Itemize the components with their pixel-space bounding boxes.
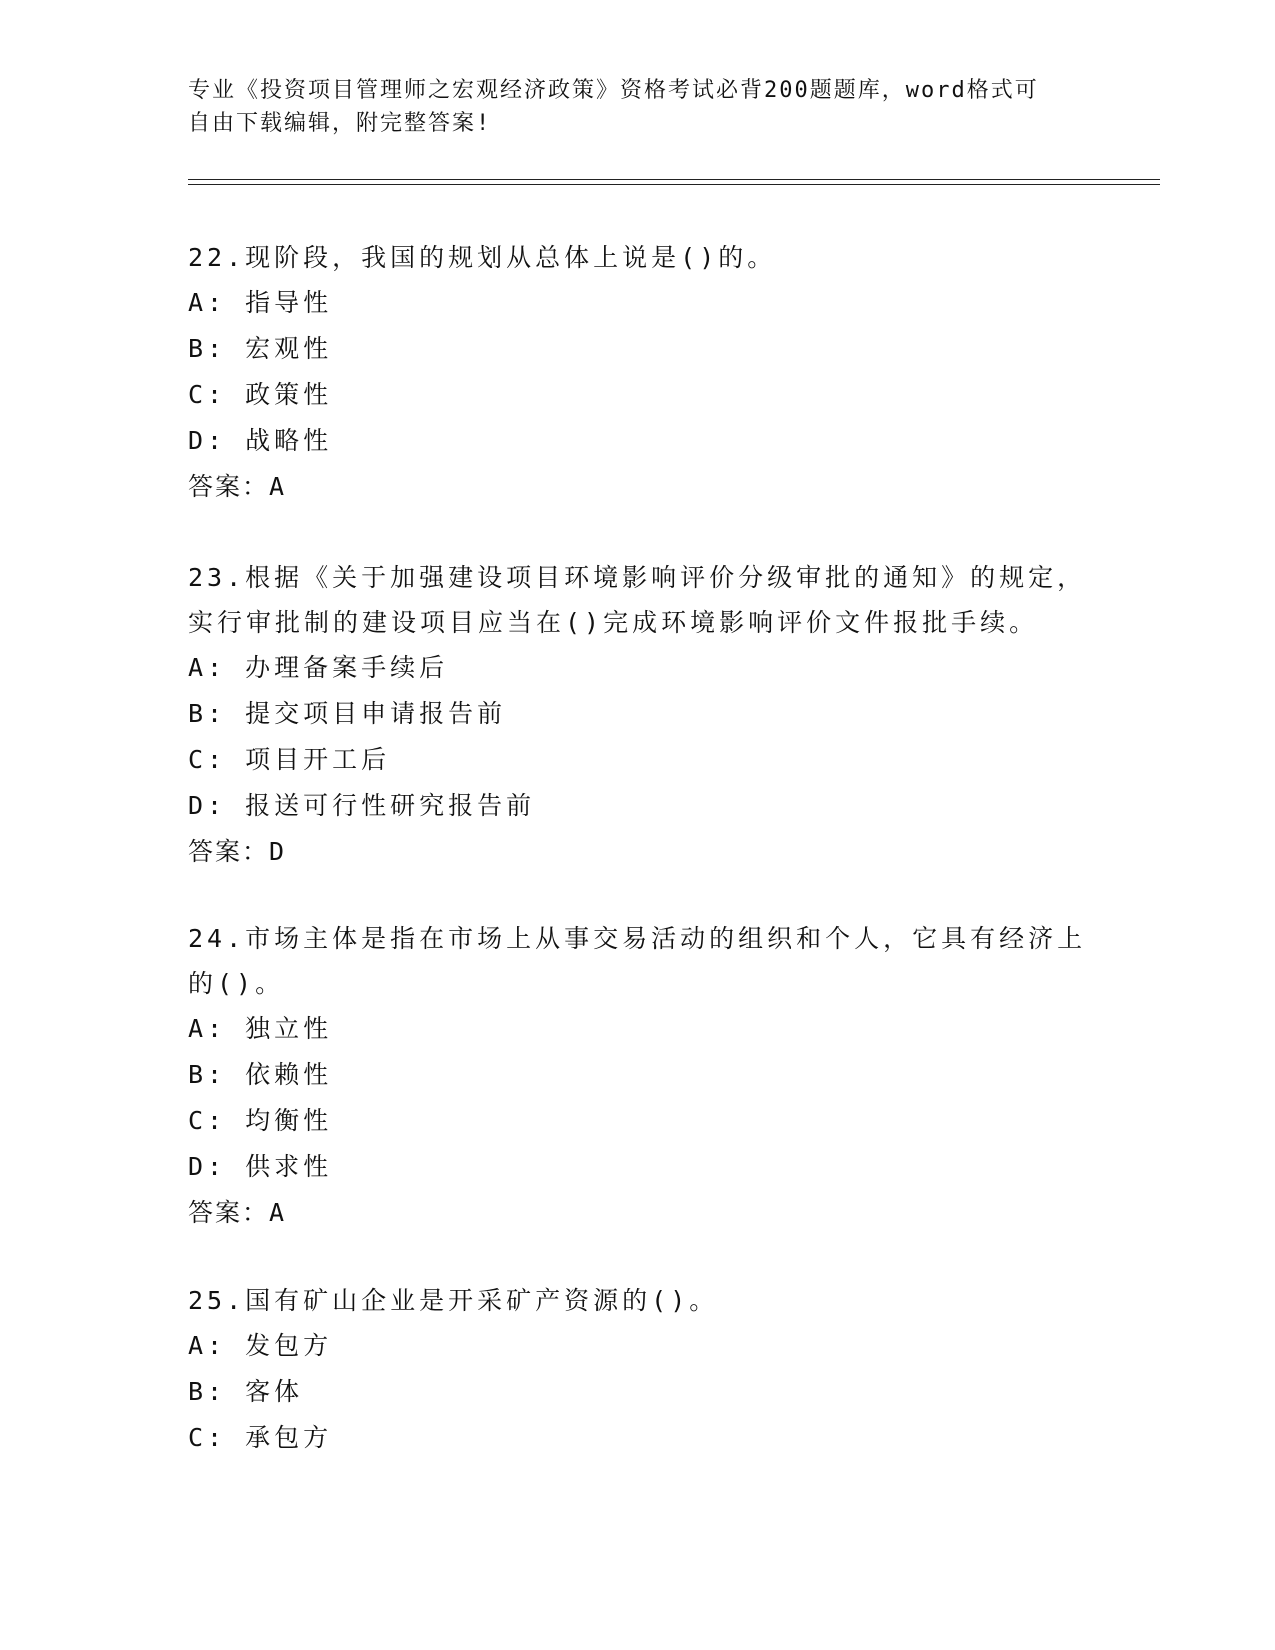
option-d: D: 战略性 [188,426,333,455]
question-stem: 25.国有矿山企业是开采矿产资源的()。 [188,1286,719,1315]
option-d: D: 供求性 [188,1152,333,1181]
answer-line [188,829,1088,875]
question-23 [188,555,1088,875]
question-stem: 22.现阶段，我国的规划从总体上说是()的。 [188,243,777,272]
option-c: C: 政策性 [188,380,333,409]
answer-label: 答案： [188,837,270,866]
question-stem-line-2: 实行审批制的建设项目应当在()完成环境影响评价文件报批手续。 [188,608,1039,637]
answer-value: A [269,1198,287,1227]
question-stem-line-1: 24.市场主体是指在市场上从事交易活动的组织和个人，它具有经济上 [188,924,1087,953]
question-24 [188,916,1088,1236]
option-b: B: 客体 [188,1377,304,1406]
answer-value: A [269,472,287,501]
option-a: A: 发包方 [188,1331,333,1360]
option-d: D: 报送可行性研究报告前 [188,791,536,820]
option-b: B: 依赖性 [188,1060,333,1089]
header-divider-bottom [188,184,1160,185]
option-c: C: 项目开工后 [188,745,391,774]
header-line-2: 自由下载编辑，附完整答案! [188,111,492,136]
header-line-1: 专业《投资项目管理师之宏观经济政策》资格考试必背200题题库，word格式可 [188,78,1039,103]
option-c: C: 均衡性 [188,1106,333,1135]
question-stem-line-1: 23.根据《关于加强建设项目环境影响评价分级审批的通知》的规定， [188,563,1087,592]
header-divider-top [188,179,1160,180]
option-a: A: 指导性 [188,288,333,317]
answer-value: D [269,837,287,866]
option-c: C: 承包方 [188,1423,333,1452]
question-stem-line-2: 的()。 [188,969,285,998]
option-b: B: 宏观性 [188,334,333,363]
answer-label: 答案： [188,1198,270,1227]
answer-label: 答案： [188,472,270,501]
answer-line [188,1190,1088,1236]
document-header [188,74,1088,140]
option-b: B: 提交项目申请报告前 [188,699,507,728]
question-22 [188,235,1088,510]
option-a: A: 独立性 [188,1014,333,1043]
question-25 [188,1278,1088,1461]
answer-line [188,464,1088,510]
option-a: A: 办理备案手续后 [188,653,449,682]
